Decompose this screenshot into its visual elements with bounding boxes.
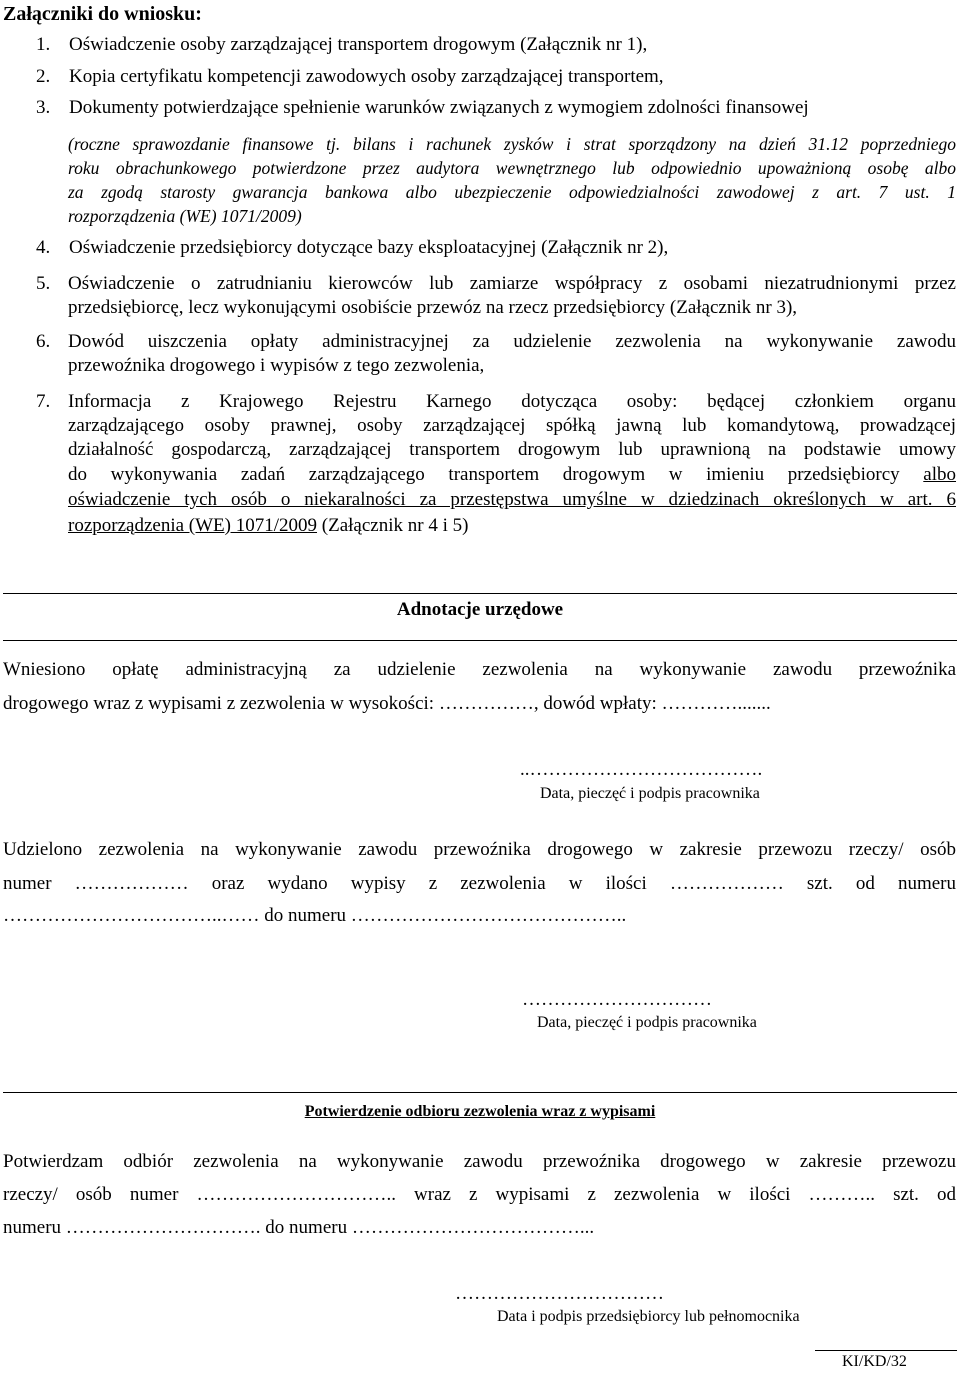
signature-caption: Data, pieczęć i podpis pracownika [540,785,760,802]
item-number: 6. [36,331,51,352]
signature-caption: Data i podpis przedsiębiorcy lub pełnomocnika [497,1308,800,1325]
item-text-segment: do wykonywania zadań zarządzającego transportem drogowym w imieniu przedsiębiorcy [68,464,900,485]
item-text: działalność gospodarczą, zarządzającej transportem drogowym lub uprawnioną na podstawie umowy [68,439,956,460]
item-text: Oświadczenie osoby zarządzającej transportem drogowym (Załącznik nr 1), [69,34,648,55]
divider-line [3,593,957,594]
item-note-line: roku obrachunkowego potwierdzone przez audytora wewnętrznego lub odpowiednio upoważnioną osobę albo [68,158,956,178]
signature-caption: Data, pieczęć i podpis pracownika [537,1014,757,1031]
item-text: zarządzającego osoby prawnej, osoby zarządzającej spółką jawną lub komandytową, prowadzącej [68,415,956,436]
item-note-line: rozporządzenia (WE) 1071/2009) [68,206,302,226]
item-text: przewoźnika drogowego i wypisów z tego zezwolenia, [68,355,485,376]
grant-text-line: Udzielono zezwolenia na wykonywanie zawodu przewoźnika drogowego w zakresie przewozu rzeczy/ osób [3,839,956,860]
item-text-underlined: albo [923,464,957,485]
form-code: KI/KD/32 [842,1353,907,1370]
grant-text-line: numer ……………… oraz wydano wypisy z zezwolenia w ilości ……………… szt. od numeru [3,873,956,894]
official-section-title: Adnotacje urzędowe [396,599,564,620]
item-text: Dowód uiszczenia opłaty administracyjnej za udzielenie zezwolenia na wykonywanie zawodu [68,331,956,352]
item-note-line: (roczne sprawozdanie finansowe tj. bilans i rachunek zysków i strat sporządzony na dzień 31.12 poprzedniego [68,134,956,154]
item-text: Oświadczenie o zatrudnianiu kierowców lub zamiarze współpracy z osobami niezatrudnionymi przez [68,273,956,294]
receipt-section-title: Potwierdzenie odbioru zezwolenia wraz z wypisami [304,1103,656,1120]
receipt-text-line: Potwierdzam odbiór zezwolenia na wykonywanie zawodu przewoźnika drogowego w zakresie przewozu [3,1151,956,1172]
footer-divider [815,1350,957,1351]
item-text: Dokumenty potwierdzające spełnienie warunków związanych z wymogiem zdolności finansowej [69,97,809,118]
signature-dots: ..………………………………. [520,759,763,780]
item-text-segment: (Załącznik nr 4 i 5) [317,515,469,536]
item-number: 2. [36,66,51,87]
list-item [36,236,668,260]
item-text-underlined: rozporządzenia (WE) 1071/2009 [68,515,318,536]
list-item [36,96,809,120]
grant-text-line: ……………………………..…… do numeru …………………………………….. [3,905,627,926]
item-number: 7. [36,391,51,412]
fee-text-line: drogowego wraz z wypisami z zezwolenia w wysokości: ……………, dowód wpłaty: …………....... [3,693,771,714]
signature-dots: …………………………… [455,1283,664,1304]
divider-line [3,1092,957,1093]
item-number: 4. [36,237,51,258]
receipt-text-line: numeru …………………………. do numeru ………………………………... [3,1217,595,1238]
item-text: Informacja z Krajowego Rejestru Karnego dotycząca osoby: będącej członkiem organu [68,391,956,412]
fee-text-line: Wniesiono opłatę administracyjną za udzielenie zezwolenia na wykonywanie zawodu przewoźnika [3,659,956,680]
attachments-heading: Załączniki do wniosku: [3,3,202,25]
receipt-text-line: rzeczy/ osób numer ………………………….. wraz z wypisami z zezwolenia w ilości ……….. szt. od [3,1184,956,1205]
list-item [36,33,647,57]
item-text: przedsiębiorcę, lecz wykonującymi osobiście przewóz na rzecz przedsiębiorcy (Załącznik nr 3), [68,297,798,318]
item-text: Kopia certyfikatu kompetencji zawodowych osoby zarządzającej transportem, [69,66,664,87]
divider-line [3,640,957,641]
item-text: Oświadczenie przedsiębiorcy dotyczące bazy eksploatacyjnej (Załącznik nr 2), [69,237,669,258]
item-number: 5. [36,273,51,294]
list-item [36,65,664,89]
item-text-underlined: oświadczenie tych osób o niekaralności za przestępstwa umyślne w dziedzinach określonych w art. 6 [68,489,956,510]
item-note-line: za zgodą starosty gwarancja bankowa albo ubezpieczenie odpowiedzialności zawodowej z art. 7 ust. 1 [68,182,956,202]
item-number: 3. [36,97,51,118]
item-text [68,463,956,487]
item-number: 1. [36,34,51,55]
signature-dots: ………………………… [522,989,712,1010]
item-text [68,514,468,538]
